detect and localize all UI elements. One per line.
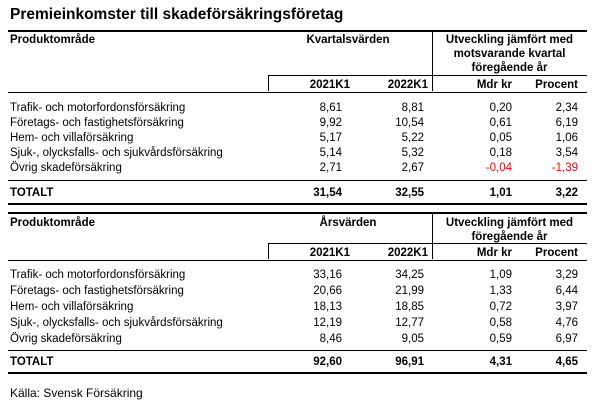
development-header-line: Utveckling jämfört med xyxy=(445,34,574,46)
value-procent: 3,54 xyxy=(555,147,578,159)
value-mdr-kr: 1,33 xyxy=(489,285,512,297)
total-mdr-kr: 4,31 xyxy=(489,356,512,368)
development-header-line: föregående år xyxy=(471,231,548,243)
source-note: Källa: Svensk Försäkring xyxy=(10,386,143,400)
value-2021k1: 5,14 xyxy=(319,147,342,159)
row-label: Sjuk-, olycksfalls- och sjukvårdsförsäkring xyxy=(10,317,223,329)
development-header-line: Utveckling jämfört med xyxy=(445,217,574,229)
value-procent: 2,34 xyxy=(555,102,578,114)
row-label: Övrig skadeförsäkring xyxy=(10,333,122,345)
row-label: Företags- och fastighetsförsäkring xyxy=(10,285,184,297)
product-header: Produktområde xyxy=(10,34,95,46)
value-procent: 6,19 xyxy=(555,117,578,129)
page-title: Premieinkomster till skadeförsäkringsföretag xyxy=(10,6,344,23)
column-header: 2022K1 xyxy=(387,247,428,259)
column-header: 2022K1 xyxy=(387,79,428,91)
total-2021k1: 31,54 xyxy=(313,187,342,199)
value-mdr-kr: 0,18 xyxy=(489,147,512,159)
column-header: 2021K1 xyxy=(309,247,350,259)
row-label: Övrig skadeförsäkring xyxy=(10,162,122,174)
value-mdr-kr: 0,61 xyxy=(489,117,512,129)
value-procent: 4,76 xyxy=(555,317,578,329)
total-rule xyxy=(8,350,587,351)
table-top-rule xyxy=(8,30,587,32)
total-procent: 3,22 xyxy=(555,187,578,199)
row-label: Företags- och fastighetsförsäkring xyxy=(10,117,184,129)
row-label: Sjuk-, olycksfalls- och sjukvårdsförsäkring xyxy=(10,147,223,159)
value-2021k1: 33,16 xyxy=(313,269,342,281)
value-2021k1: 12,19 xyxy=(313,317,342,329)
value-2022k1: 18,85 xyxy=(395,301,424,313)
value-procent: 1,06 xyxy=(555,132,578,144)
row-label: Trafik- och motorfordonsförsäkring xyxy=(10,102,186,114)
column-header: 2021K1 xyxy=(309,79,350,91)
header-bottom-rule xyxy=(8,260,587,261)
value-mdr-kr: 0,20 xyxy=(489,102,512,114)
development-header-line: motsvarande kvartal xyxy=(453,48,566,60)
value-procent: 3,29 xyxy=(555,269,578,281)
value-procent: 3,97 xyxy=(555,301,578,313)
value-2022k1: 2,67 xyxy=(401,162,424,174)
header-bottom-rule xyxy=(8,92,587,93)
value-procent: -1,39 xyxy=(551,162,578,174)
value-procent: 6,44 xyxy=(555,285,578,297)
value-2022k1: 12,77 xyxy=(395,317,424,329)
row-label: Hem- och villaförsäkring xyxy=(10,132,134,144)
column-header: Mdr kr xyxy=(476,79,512,91)
value-2021k1: 2,71 xyxy=(319,162,342,174)
product-header: Produktområde xyxy=(10,217,95,229)
total-procent: 4,65 xyxy=(555,356,578,368)
value-2022k1: 5,32 xyxy=(401,147,424,159)
column-header: Mdr kr xyxy=(476,247,512,259)
development-header xyxy=(432,33,587,75)
total-rule xyxy=(8,180,587,181)
total-2022k1: 32,55 xyxy=(395,187,424,199)
value-2021k1: 8,61 xyxy=(319,102,342,114)
value-mdr-kr: 0,59 xyxy=(489,333,512,345)
subheader-rule xyxy=(268,75,587,76)
value-2021k1: 20,66 xyxy=(313,285,342,297)
value-2022k1: 21,99 xyxy=(395,285,424,297)
table-bottom-rule xyxy=(8,372,587,374)
value-2021k1: 18,13 xyxy=(313,301,342,313)
row-label: Hem- och villaförsäkring xyxy=(10,301,134,313)
values-header: Årsvärden xyxy=(319,217,377,229)
development-header-line: föregående år xyxy=(471,62,548,74)
total-label: TOTALT xyxy=(10,187,54,199)
table-bottom-rule xyxy=(8,203,587,205)
value-mdr-kr: 0,05 xyxy=(489,132,512,144)
total-2022k1: 96,91 xyxy=(395,356,424,368)
value-2022k1: 9,05 xyxy=(401,333,424,345)
total-label: TOTALT xyxy=(10,356,54,368)
values-header: Kvartalsvärden xyxy=(306,34,390,46)
value-mdr-kr: -0,04 xyxy=(485,162,512,174)
table-top-rule xyxy=(8,212,587,214)
total-mdr-kr: 1,01 xyxy=(489,187,512,199)
value-procent: 6,97 xyxy=(555,333,578,345)
value-2022k1: 8,81 xyxy=(401,102,424,114)
value-2021k1: 9,92 xyxy=(319,117,342,129)
row-label: Trafik- och motorfordonsförsäkring xyxy=(10,269,186,281)
value-2021k1: 5,17 xyxy=(319,132,342,144)
value-2022k1: 10,54 xyxy=(395,117,424,129)
value-2022k1: 5,22 xyxy=(401,132,424,144)
column-header: Procent xyxy=(535,79,578,91)
value-mdr-kr: 0,58 xyxy=(489,317,512,329)
value-2022k1: 34,25 xyxy=(395,269,424,281)
column-header: Procent xyxy=(535,247,578,259)
value-mdr-kr: 0,72 xyxy=(489,301,512,313)
value-2021k1: 8,46 xyxy=(319,333,342,345)
value-mdr-kr: 1,09 xyxy=(489,269,512,281)
subheader-rule xyxy=(268,243,587,244)
development-header xyxy=(432,216,587,244)
total-2021k1: 92,60 xyxy=(313,356,342,368)
